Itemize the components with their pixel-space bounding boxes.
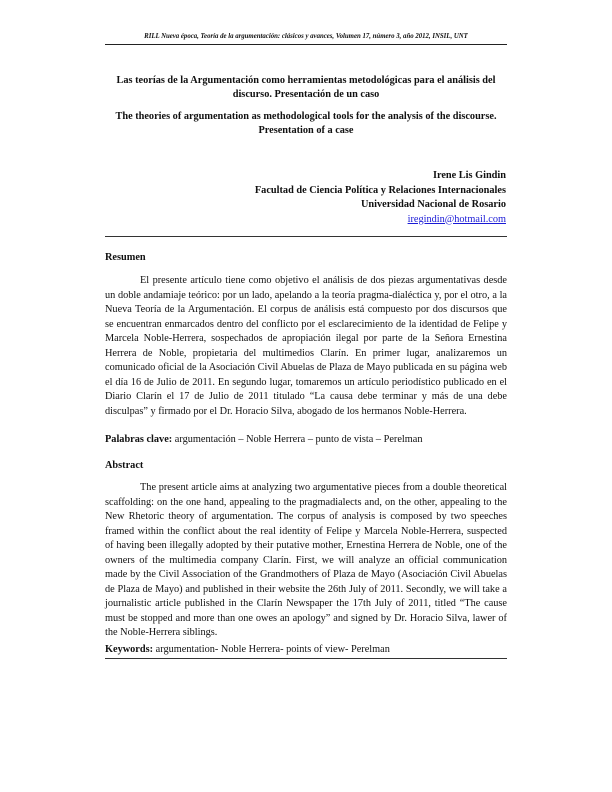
bottom-divider <box>105 658 507 659</box>
resumen-paragraph: El presente artículo tiene como objetivo el análisis de dos piezas argumentativas desde un doble andamiaje teórico: por un lado, apelando a la teoría pragma-dialéctica y, por el otro, a la Nueva Teoría de la Argumentación. El corpus de análisis está compuesto por dos discursos que se encuentran enmarcados dentro del conflicto por el esclarecimiento de la identidad de Felipe y Marcela Noble-Herrera, sospechados de apropiación ilegal por parte de la Señora Ernestina Herrera de Noble, propietaria del multimedios Clarín. En primer lugar, analizaremos un comunicado oficial de la Asociación Civil Abuelas de Plaza de Mayo publicada en su página web el día 16 de Julio de 2011. En segundo lugar, tomaremos un artículo periodístico publicado en el Diario Clarín el 17 de Julio de 2011 titulado “La causa debe terminar y más de una debe disculpas” y firmado por el Dr. Horacio Silva, abogado de los hermanos Noble-Herrera. <box>105 275 507 417</box>
header-divider <box>105 44 507 45</box>
abstract-paragraph: The present article aims at analyzing two argumentative pieces from a double theoretical scaffolding: on the one hand, appealing to the pragmadialects and, on the other, appealing to the New Rhetoric theory of argumentation. The corpus of analysis is composed by two speeches framed within the conflict about the real identity of Felipe y Marcela Noble-Herrera, suspected of having been illegally adopted by their putative mother, Ernestina Herrera de Noble, one of the owners of the multimedia company Clarín. First, we will analyze an official communication made by the Civil Association of the Grandmothers of Plaza de Mayo (Asociación Civil Abuelas de Plaza de Mayo) and published in their website the 26th July of 2011. Secondly, we will take a journalistic article published in the Clarín Newspaper the 17th July of 2011, titled “The cause must be stopped and more than one owes an apology” and signed by Dr. Horacio Silva, lawer of the Noble-Herrera siblings. <box>105 482 507 638</box>
author-name: Irene Lis Gindin <box>432 170 506 181</box>
keywords-label: Keywords: <box>105 644 154 655</box>
palabras-clave-label: Palabras clave: <box>105 434 173 445</box>
author-faculty: Facultad de Ciencia Política y Relaciones Internacionales <box>254 184 506 196</box>
keywords-value: argumentation- Noble Herrera- points of view- Perelman <box>155 644 390 655</box>
palabras-clave <box>105 433 507 447</box>
running-header: RILL Nueva época, Teoría de la argumentación: clásicos y avances, Volumen 17, número 3, año 2012, INSIL, UNT <box>144 33 468 40</box>
top-divider <box>105 236 507 237</box>
author-university: Universidad Nacional de Rosario <box>360 199 506 210</box>
title-english: The theories of argumentation as methodological tools for the analysis of the discourse. Presentation of a case <box>115 111 497 136</box>
palabras-clave-value: argumentación – Noble Herrera – punto de vista – Perelman <box>174 434 423 445</box>
keywords <box>105 643 507 657</box>
author-block <box>250 169 506 227</box>
resumen-heading: Resumen <box>105 252 146 263</box>
author-email-link[interactable]: iregindin@hotmail.com <box>407 213 506 225</box>
abstract-heading: Abstract <box>105 460 144 471</box>
title-spanish: Las teorías de la Argumentación como herramientas metodológicas para el análisis del discurso. Presentación de un caso <box>116 75 496 100</box>
